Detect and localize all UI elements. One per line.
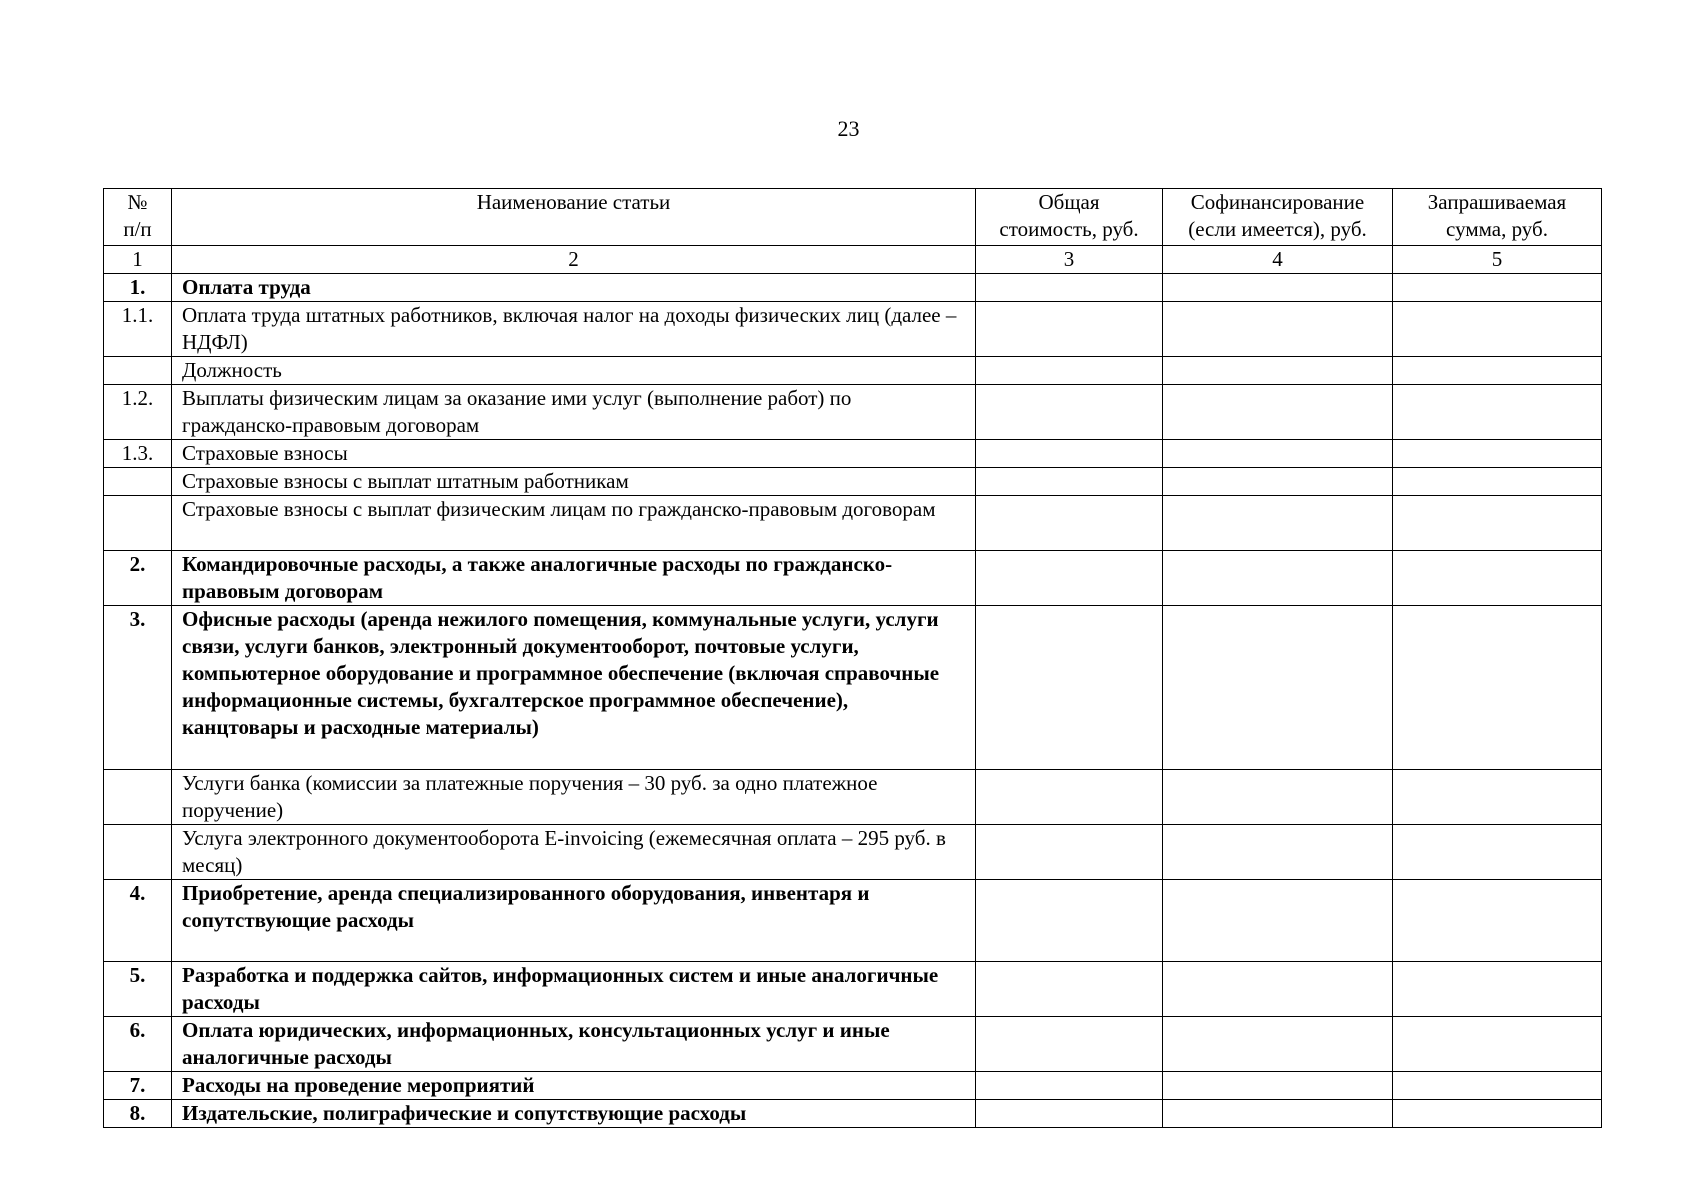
cofinancing-cell (1163, 440, 1393, 468)
cofinancing-cell (1163, 1100, 1393, 1128)
column-number: 5 (1393, 246, 1602, 274)
cofinancing-cell (1163, 302, 1393, 357)
row-number: 6. (104, 1017, 172, 1072)
budget-table (103, 188, 1602, 1128)
table-row (104, 1100, 1602, 1128)
requested-amount-cell (1393, 357, 1602, 385)
cofinancing-cell (1163, 1017, 1393, 1072)
row-number: 4. (104, 880, 172, 962)
table-row (104, 357, 1602, 385)
requested-amount-cell (1393, 440, 1602, 468)
header-num-line1: № (127, 190, 148, 214)
requested-amount-cell (1393, 825, 1602, 880)
row-item-name: Должность (172, 357, 976, 385)
requested-amount-cell (1393, 468, 1602, 496)
cofinancing-cell (1163, 825, 1393, 880)
cofinancing-cell (1163, 385, 1393, 440)
row-item-name: Офисные расходы (аренда нежилого помещения, коммунальные услуги, услуги связи, услуги банков, электронный документооборот, почтовые услуги, компьютерное оборудование и программное обеспечение (включая справочные информационные системы, бухгалтерское программное обеспечение), канцтовары и расходные материалы) (172, 606, 976, 770)
table-row (104, 606, 1602, 770)
cofinancing-cell (1163, 357, 1393, 385)
row-number: 7. (104, 1072, 172, 1100)
row-item-name: Страховые взносы с выплат штатным работникам (172, 468, 976, 496)
cofinancing-cell (1163, 1072, 1393, 1100)
row-number: 1.2. (104, 385, 172, 440)
requested-amount-cell (1393, 606, 1602, 770)
requested-amount-cell (1393, 1072, 1602, 1100)
row-number: 1.3. (104, 440, 172, 468)
total-cost-cell (976, 385, 1163, 440)
total-cost-cell (976, 468, 1163, 496)
row-number (104, 468, 172, 496)
total-cost-cell (976, 440, 1163, 468)
row-item-name: Услуги банка (комиссии за платежные поручения – 30 руб. за одно платежное поручение) (172, 770, 976, 825)
total-cost-cell (976, 274, 1163, 302)
row-item-name: Командировочные расходы, а также аналогичные расходы по гражданско-правовым договорам (172, 551, 976, 606)
cofinancing-cell (1163, 274, 1393, 302)
column-number: 2 (172, 246, 976, 274)
cofinancing-cell (1163, 496, 1393, 551)
row-number: 1.1. (104, 302, 172, 357)
table-row (104, 274, 1602, 302)
total-cost-cell (976, 551, 1163, 606)
table-row (104, 385, 1602, 440)
row-number: 5. (104, 962, 172, 1017)
row-number (104, 357, 172, 385)
row-item-name: Страховые взносы (172, 440, 976, 468)
header-total-line2: стоимость, руб. (999, 217, 1139, 241)
table-row (104, 1017, 1602, 1072)
requested-amount-cell (1393, 274, 1602, 302)
cofinancing-cell (1163, 606, 1393, 770)
table-row (104, 825, 1602, 880)
row-item-name: Оплата юридических, информационных, консультационных услуг и иные аналогичные расходы (172, 1017, 976, 1072)
column-number: 3 (976, 246, 1163, 274)
cofinancing-cell (1163, 962, 1393, 1017)
requested-amount-cell (1393, 962, 1602, 1017)
header-cofinancing (1163, 189, 1393, 246)
total-cost-cell (976, 770, 1163, 825)
column-number-row (104, 246, 1602, 274)
page-number: 23 (837, 116, 860, 141)
row-item-name: Страховые взносы с выплат физическим лицам по гражданско-правовым договорам (172, 496, 976, 551)
header-requested-line2: сумма, руб. (1446, 217, 1548, 241)
row-number: 1. (104, 274, 172, 302)
requested-amount-cell (1393, 770, 1602, 825)
table-row (104, 551, 1602, 606)
requested-amount-cell (1393, 551, 1602, 606)
row-number (104, 770, 172, 825)
table-row (104, 468, 1602, 496)
total-cost-cell (976, 1017, 1163, 1072)
column-number: 1 (104, 246, 172, 274)
header-cofinancing-line1: Софинансирование (1190, 190, 1365, 214)
cofinancing-cell (1163, 551, 1393, 606)
total-cost-cell (976, 1100, 1163, 1128)
header-total (976, 189, 1163, 246)
header-row (104, 189, 1602, 246)
table-row (104, 880, 1602, 962)
table-row (104, 496, 1602, 551)
header-cofinancing-line2: (если имеется), руб. (1188, 217, 1367, 241)
total-cost-cell (976, 825, 1163, 880)
row-item-name: Разработка и поддержка сайтов, информационных систем и иные аналогичные расходы (172, 962, 976, 1017)
total-cost-cell (976, 496, 1163, 551)
requested-amount-cell (1393, 1017, 1602, 1072)
row-item-name: Издательские, полиграфические и сопутствующие расходы (172, 1100, 976, 1128)
total-cost-cell (976, 606, 1163, 770)
requested-amount-cell (1393, 496, 1602, 551)
row-number: 2. (104, 551, 172, 606)
cofinancing-cell (1163, 468, 1393, 496)
row-item-name: Расходы на проведение мероприятий (172, 1072, 976, 1100)
table-row (104, 440, 1602, 468)
header-total-line1: Общая (1038, 190, 1100, 214)
row-number (104, 496, 172, 551)
header-num-line2: п/п (123, 217, 152, 241)
row-item-name: Оплата труда (172, 274, 976, 302)
total-cost-cell (976, 357, 1163, 385)
table-row (104, 962, 1602, 1017)
header-num (104, 189, 172, 246)
table-row (104, 302, 1602, 357)
cofinancing-cell (1163, 880, 1393, 962)
row-item-name: Услуга электронного документооборота E-invoicing (ежемесячная оплата – 295 руб. в месяц) (172, 825, 976, 880)
row-item-name: Выплаты физическим лицам за оказание ими услуг (выполнение работ) по гражданско-правовым договорам (172, 385, 976, 440)
row-number (104, 825, 172, 880)
table-row (104, 1072, 1602, 1100)
header-requested (1393, 189, 1602, 246)
table-row (104, 770, 1602, 825)
cofinancing-cell (1163, 770, 1393, 825)
header-name: Наименование статьи (172, 189, 976, 246)
row-number: 8. (104, 1100, 172, 1128)
row-item-name: Приобретение, аренда специализированного оборудования, инвентаря и сопутствующие расходы (172, 880, 976, 962)
requested-amount-cell (1393, 302, 1602, 357)
requested-amount-cell (1393, 385, 1602, 440)
total-cost-cell (976, 880, 1163, 962)
row-item-name: Оплата труда штатных работников, включая налог на доходы физических лиц (далее – НДФЛ) (172, 302, 976, 357)
row-number: 3. (104, 606, 172, 770)
requested-amount-cell (1393, 1100, 1602, 1128)
total-cost-cell (976, 302, 1163, 357)
total-cost-cell (976, 962, 1163, 1017)
total-cost-cell (976, 1072, 1163, 1100)
column-number: 4 (1163, 246, 1393, 274)
header-requested-line1: Запрашиваемая (1427, 190, 1567, 214)
requested-amount-cell (1393, 880, 1602, 962)
